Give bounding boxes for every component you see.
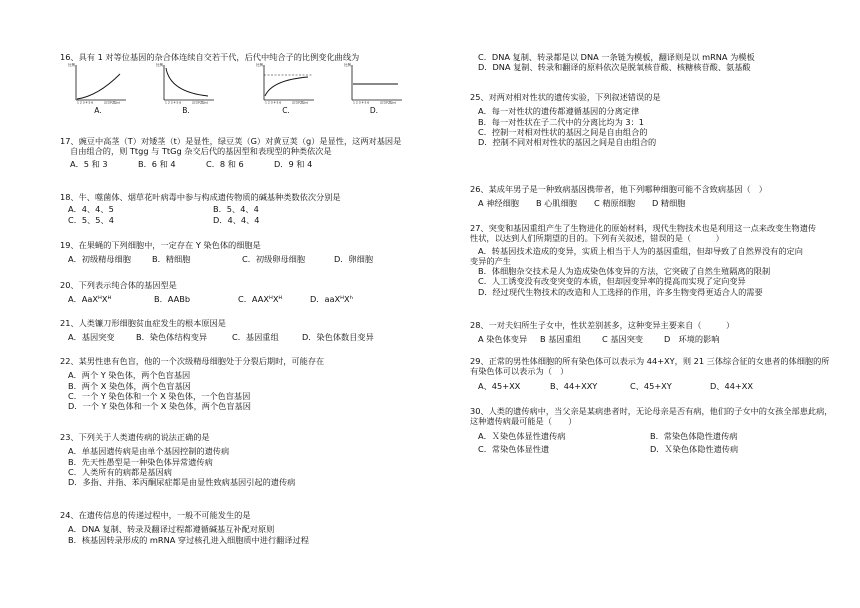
- question-stem: 18、牛、噬菌体、烟草花叶病毒中参与构成遗传物质的碱基种类数依次分别是: [60, 192, 341, 202]
- option-a[interactable]: A、45+XX: [478, 380, 521, 391]
- options: [60, 370, 432, 411]
- option-d[interactable]: D 环境的影响: [664, 334, 720, 345]
- option-a[interactable]: A．单基因遗传病是由单个基因控制的遗传病: [68, 446, 230, 457]
- question-23: [60, 432, 432, 487]
- options: [470, 198, 840, 208]
- graph-x-axis-label: 自交代数(n): [192, 100, 209, 104]
- option-c[interactable]: C．控制一对相对性状的基因之间是自由组合的: [478, 126, 648, 137]
- option-a[interactable]: A．初级精母细胞: [68, 254, 131, 265]
- graph-y-axis-label: 比例: [68, 63, 75, 67]
- question-21: [60, 318, 432, 343]
- option-b[interactable]: B．AABb: [154, 294, 191, 305]
- question-stem: 20、下列表示纯合体的基因型是: [60, 280, 177, 290]
- question-stem: 22、某男性患有色盲，他的一个次级精母细胞处于分裂后期时，可能存在: [60, 356, 325, 366]
- option-c[interactable]: C．初级卵母细胞: [242, 254, 306, 265]
- graph-c: [256, 62, 316, 104]
- option-d[interactable]: D 精细胞: [652, 198, 686, 209]
- option-d[interactable]: D．多指、并指、苯丙酮尿症都是由显性致病基因引起的遗传病: [68, 477, 296, 487]
- options: [60, 159, 432, 169]
- graph-c-label: C.: [282, 106, 290, 115]
- option-a[interactable]: A 神经细胞: [478, 198, 519, 209]
- option-a[interactable]: A．DNA 复制、转录及翻译过程都遵循碱基互补配对原则: [68, 524, 275, 535]
- options: [470, 246, 840, 297]
- option-a[interactable]: A 染色体变异: [478, 334, 528, 345]
- option-c[interactable]: C．DNA 复制、转录都是以 DNA 一条链为模板，翻译则是以 mRNA 为模板: [478, 52, 755, 62]
- options: [60, 294, 432, 304]
- option-a[interactable]: A．每一对性状的遗传都遵循基因的分离定律: [478, 106, 640, 117]
- option-b[interactable]: B．精细胞: [152, 254, 191, 265]
- option-a[interactable]: A．两个 Y 染色体，两个色盲基因: [68, 370, 191, 381]
- option-b[interactable]: B、44+XXY: [550, 380, 598, 391]
- options: [470, 431, 840, 455]
- options: [470, 52, 840, 73]
- question-28: [470, 320, 840, 345]
- option-a[interactable]: A．AaXᴴXᴴ: [68, 294, 112, 305]
- option-d[interactable]: D．控制不同对相对性状的基因之间是自由组合的: [478, 137, 657, 147]
- option-d[interactable]: D．aaXᴴXʰ: [310, 294, 353, 305]
- question-stem-line: 17、豌豆中高茎（T）对矮茎（t）是显性，绿豆荚（G）对黄豆荚（g）是显性，这两对基因是: [60, 136, 402, 146]
- question-26: [470, 184, 840, 209]
- answer-graphs: [68, 62, 428, 114]
- option-d[interactable]: D．卵细胞: [334, 254, 374, 265]
- options: [470, 334, 840, 344]
- option-b[interactable]: B．常染色体隐性遗传病: [650, 430, 738, 441]
- option-b[interactable]: B．体细胞杂交技术是人为造成染色体变异的方法，它突破了自然生殖隔离的限制: [478, 266, 771, 276]
- question-stem: 24、在遗传信息的传递过程中，一般不可能发生的是: [60, 510, 251, 520]
- graph-x-axis-label: 自交代数(n): [292, 100, 309, 104]
- options: [60, 524, 432, 545]
- option-b[interactable]: B．染色体结构变异: [136, 332, 208, 343]
- option-a[interactable]: A．5 和 3: [70, 158, 108, 169]
- graph-x-ticks: 1 2 3 4 5 6: [265, 100, 282, 104]
- option-a[interactable]: A．转基因技术造成的变异，实质上相当于人为的基因重组，但却导致了自然界没有的定向: [478, 245, 803, 256]
- option-c[interactable]: C．一个 Y 染色体和一个 X 染色体，一个色盲基因: [68, 390, 251, 401]
- option-b[interactable]: B．核基因转录形成的 mRNA 穿过核孔进入细胞质中进行翻译过程: [68, 534, 309, 545]
- options: [470, 381, 840, 391]
- graph-b-plot: [156, 62, 216, 104]
- graph-x-axis-label: 自交代数(n): [380, 100, 397, 104]
- option-c[interactable]: C．人类所有的病都是基因病: [68, 466, 172, 477]
- question-29: [470, 356, 840, 391]
- option-c[interactable]: C．人工诱变没有改变突变的本质，但却因变异率的提高而实现了定向变异: [478, 276, 746, 287]
- option-d[interactable]: D．染色体数目变异: [302, 332, 374, 343]
- question-stem-line: 性状，以达到人们所期望的目的。下列有关叙述，错误的是（ ）: [470, 233, 724, 244]
- option-a-continued: 变异的产生: [470, 255, 511, 266]
- graph-x-ticks: 1 2 3 4 5 6: [77, 100, 94, 104]
- question-stem: 28、一对夫妇所生子女中，性状差别甚多，这种变异主要来自（ ）: [470, 320, 735, 330]
- question-stem-line: 30、人类的遗传病中，当父亲是某病患者时，无论母亲是否有病，他们的子女中的女孩全部患此病，: [470, 406, 833, 416]
- options: [60, 254, 432, 264]
- question-stem-line: 29、正常的男性体细胞的所有染色体可以表示为 44+XY，则 21 三体综合征的女患者的体细胞的所: [470, 356, 830, 366]
- option-c[interactable]: C．常染色体显性遗: [478, 443, 550, 454]
- graph-b: [156, 62, 216, 104]
- option-d[interactable]: D．Ｘ染色体隐性遗传病: [650, 443, 739, 454]
- question-stem: 26、某成年男子是一种致病基因携带者，他下列哪种细胞可能不含致病基因（ ）: [470, 184, 767, 194]
- options: [60, 332, 432, 342]
- graph-x-ticks: 1 2 3 4 5 6: [165, 100, 182, 104]
- question-stem-line: 自由组合的，则 Ttgg 与 TtGg 杂交后代的基因型和表现型的种类依次是: [70, 146, 332, 157]
- graph-d-plot: [344, 62, 404, 104]
- question-stem: 25、对两对相对性状的遗传实验，下列叙述错误的是: [470, 92, 661, 102]
- option-b[interactable]: B．5、4、4: [213, 204, 259, 215]
- option-d[interactable]: D．DNA 复制、转录和翻译的原料依次是脱氧核苷酸、核糖核苷酸、氨基酸: [478, 62, 751, 73]
- option-a[interactable]: A．4、4、5: [68, 204, 114, 215]
- graph-d: [344, 62, 404, 104]
- option-d[interactable]: D．经过现代生物技术的改造和人工选择的作用，许多生物变得更适合人的需要: [478, 286, 763, 297]
- option-c[interactable]: C 基因突变: [602, 334, 644, 345]
- question-30: [470, 406, 840, 454]
- question-18: [60, 192, 432, 225]
- question-stem: 21、人类镰刀形细胞贫血症发生的根本原因是: [60, 318, 226, 328]
- option-b[interactable]: B 心肌细胞: [536, 198, 577, 209]
- option-d[interactable]: D、44+XX: [710, 380, 753, 391]
- question-17: [60, 136, 432, 169]
- graph-a-label: A.: [94, 106, 102, 115]
- option-c[interactable]: C．基因重组: [232, 332, 279, 343]
- question-stem: 19、在果蝇的下列细胞中，一定存在 Y 染色体的细胞是: [60, 240, 261, 250]
- graph-y-axis-label: 比例: [156, 63, 163, 67]
- graph-b-label: B.: [182, 106, 190, 115]
- question-20: [60, 280, 432, 305]
- option-d[interactable]: D．一个 Y 染色体和一个 X 染色体，两个色盲基因: [68, 401, 251, 411]
- question-22: [60, 356, 432, 411]
- question-24-continued: [470, 52, 840, 73]
- option-d[interactable]: D．9 和 4: [274, 158, 313, 169]
- question-stem-line: 27、突变和基因重组产生了生物进化的原始材料，现代生物技术也是利用这一点来改变生物遗传: [470, 223, 817, 233]
- question-24: [60, 510, 432, 545]
- option-b[interactable]: B．两个 X 染色体，两个色盲基因: [68, 380, 191, 391]
- question-stem: 16、具有 1 对等位基因的杂合体连续自交若干代，后代中纯合子的比例变化曲线为: [60, 52, 360, 62]
- graph-x-axis-label: 自交代数(n): [104, 100, 121, 104]
- question-stem-line: 这种遗传病最可能是（ ）: [470, 416, 577, 427]
- option-a[interactable]: A．基因突变: [68, 332, 115, 343]
- option-b[interactable]: B 基因重组: [540, 334, 581, 345]
- option-a[interactable]: A．Ｘ染色体显性遗传病: [478, 430, 566, 441]
- options: [470, 106, 840, 147]
- graph-c-plot: [256, 62, 316, 104]
- option-c[interactable]: C 精原细胞: [594, 198, 636, 209]
- graph-a-plot: [68, 62, 128, 104]
- question-stem: 23、下列关于人类遗传病的说法正确的是: [60, 432, 210, 442]
- question-16: [60, 52, 432, 115]
- option-c[interactable]: C．5、5、4: [68, 214, 114, 225]
- question-stem-line: 有染色体可以表示为（ ）: [470, 366, 569, 377]
- options: [60, 204, 432, 225]
- question-27: [470, 223, 840, 297]
- option-b[interactable]: B．先天性愚型是一种染色体异常遗传病: [68, 456, 213, 467]
- graph-d-label: D.: [369, 106, 379, 115]
- graph-x-ticks: 1 2 3 4 5 6: [353, 100, 370, 104]
- option-c[interactable]: C．8 和 6: [206, 158, 244, 169]
- option-d[interactable]: D．4、4、4: [213, 214, 260, 225]
- option-b[interactable]: B．6 和 4: [138, 158, 176, 169]
- graph-y-axis-label: 比例: [344, 63, 351, 67]
- graph-a: [68, 62, 128, 104]
- option-c[interactable]: C．AAXᴴXᴴ: [238, 294, 283, 305]
- option-b[interactable]: B．每一对性状在子二代中的分离比均为 3：1: [478, 116, 645, 127]
- options: [60, 446, 432, 487]
- graph-y-axis-label: 比例: [256, 63, 263, 67]
- question-19: [60, 240, 432, 265]
- question-25: [470, 92, 840, 147]
- option-c[interactable]: C、45+XY: [630, 380, 672, 391]
